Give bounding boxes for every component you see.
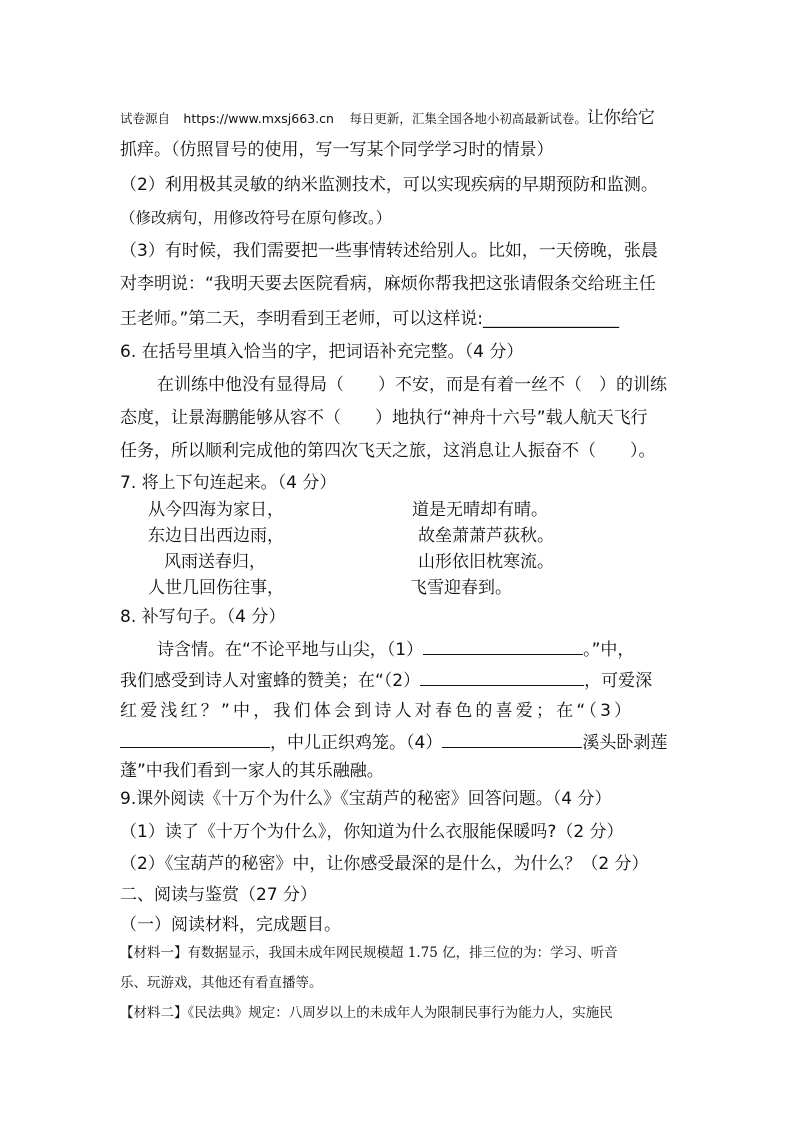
q8-line3: 红爱浅红？”中，我们体会到诗人对春色的喜爱；在“（3） — [120, 701, 635, 721]
q6-line1: 在训练中他没有显得局（ ）不安，而是有着一丝不（ ）的训练 — [157, 375, 667, 395]
q8-blank-4[interactable] — [442, 731, 582, 748]
q9-part1: （1）读了《十万个为什么》，你知道为什么衣服能保暖吗?（2 分） — [120, 822, 624, 842]
q7-left-3: 风雨送春归， — [164, 552, 266, 572]
q7-left-2: 东边日出西边雨， — [148, 526, 284, 546]
source-note: 每日更新，汇集全国各地小初高最新试卷。 — [349, 111, 587, 126]
q5-line1: 抓痒。（仿照冒号的使用，写一写某个同学学习时的情景） — [120, 140, 554, 160]
source-line — [120, 107, 655, 130]
q8-line2 — [120, 669, 652, 692]
q8-blank-2[interactable] — [420, 669, 584, 686]
q8-line1-tail: 。”中， — [583, 640, 635, 660]
source-tail: 让你给它 — [586, 108, 655, 128]
material1-line1: 【材料一】有数据显示，我国未成年网民规模超 1.75 亿，排三位的为：学习、听音 — [120, 945, 618, 961]
q9-title: 9.课外阅读《十万个为什么》《宝葫芦的秘密》回答问题。（4 分） — [120, 789, 612, 809]
q8-blank-3[interactable] — [120, 731, 270, 748]
q5-part2-note: （修改病句，用修改符号在原句修改。） — [120, 209, 392, 227]
q9-part2: （2）《宝葫芦的秘密》中，让你感受最深的是什么，为什么？（2 分） — [120, 854, 649, 874]
section2-sub: （一）阅读材料，完成题目。 — [120, 915, 341, 935]
q7-title: 7. 将上下句连起来。（4 分） — [120, 473, 337, 493]
q8-line4-tail: 溪头卧剥莲 — [582, 733, 668, 753]
section2-title: 二、阅读与鉴赏（27 分） — [120, 885, 318, 905]
q8-line4-text: ，中儿正织鸡笼。（4） — [270, 733, 443, 753]
q8-line4 — [120, 731, 667, 754]
q8-line2-tail: ，可爱深 — [584, 671, 653, 691]
q7-right-1: 道是无晴却有晴。 — [412, 500, 548, 520]
q6-title: 6. 在括号里填入恰当的字，把词语补充完整。（4 分） — [120, 342, 524, 362]
material1-line2: 乐、玩游戏，其他还有看直播等。 — [120, 975, 323, 991]
q7-left-1: 从今四海为家日， — [148, 500, 284, 520]
source-prefix: 试卷源自 — [120, 111, 171, 126]
q8-blank-1[interactable] — [423, 638, 583, 655]
q8-line1 — [157, 638, 634, 661]
q7-right-4: 飞雪迎春到。 — [410, 578, 512, 598]
q8-line2-text: 我们感受到诗人对蜜蜂的赞美；在“（2） — [120, 671, 421, 691]
q8-line5: 蓬”中我们看到一家人的其乐融融。 — [120, 761, 384, 781]
q5-part3-line2: 对李明说：“我明天要去医院看病，麻烦你帮我把这张请假条交给班主任 — [120, 274, 656, 294]
q8-title: 8. 补写句子。（4 分） — [120, 607, 286, 627]
q5-part3-line1: （3）有时候，我们需要把一些事情转述给别人。比如，一天傍晚，张晨 — [120, 241, 658, 261]
q7-right-3: 山形依旧枕寒流。 — [418, 552, 554, 572]
q5-part2-text: （2）利用极其灵敏的纳米监测技术，可以实现疾病的早期预防和监测。 — [120, 175, 658, 195]
q7-left-4: 人世几回伤往事， — [148, 578, 284, 598]
q6-line3: 任务，所以顺利完成他的第四次飞天之旅，这消息让人振奋不（ ）。 — [120, 441, 656, 461]
q6-line2: 态度，让景海鹏能够从容不（ ）地执行“神舟十六号”载人航天飞行 — [120, 408, 648, 428]
material2-line1: 【材料二】《民法典》规定：八周岁以上的未成年人为限制民事行为能力人，实施民 — [120, 1005, 613, 1021]
q5-part3-line3: 王老师。”第二天，李明看到王老师，可以这样说:________________ — [120, 309, 620, 329]
q7-right-2: 故垒萧萧芦荻秋。 — [418, 526, 554, 546]
q8-line1-text: 诗含情。在“不论平地与山尖，（1） — [157, 640, 424, 660]
source-url[interactable]: https://www.mxsj663.cn — [183, 111, 334, 126]
